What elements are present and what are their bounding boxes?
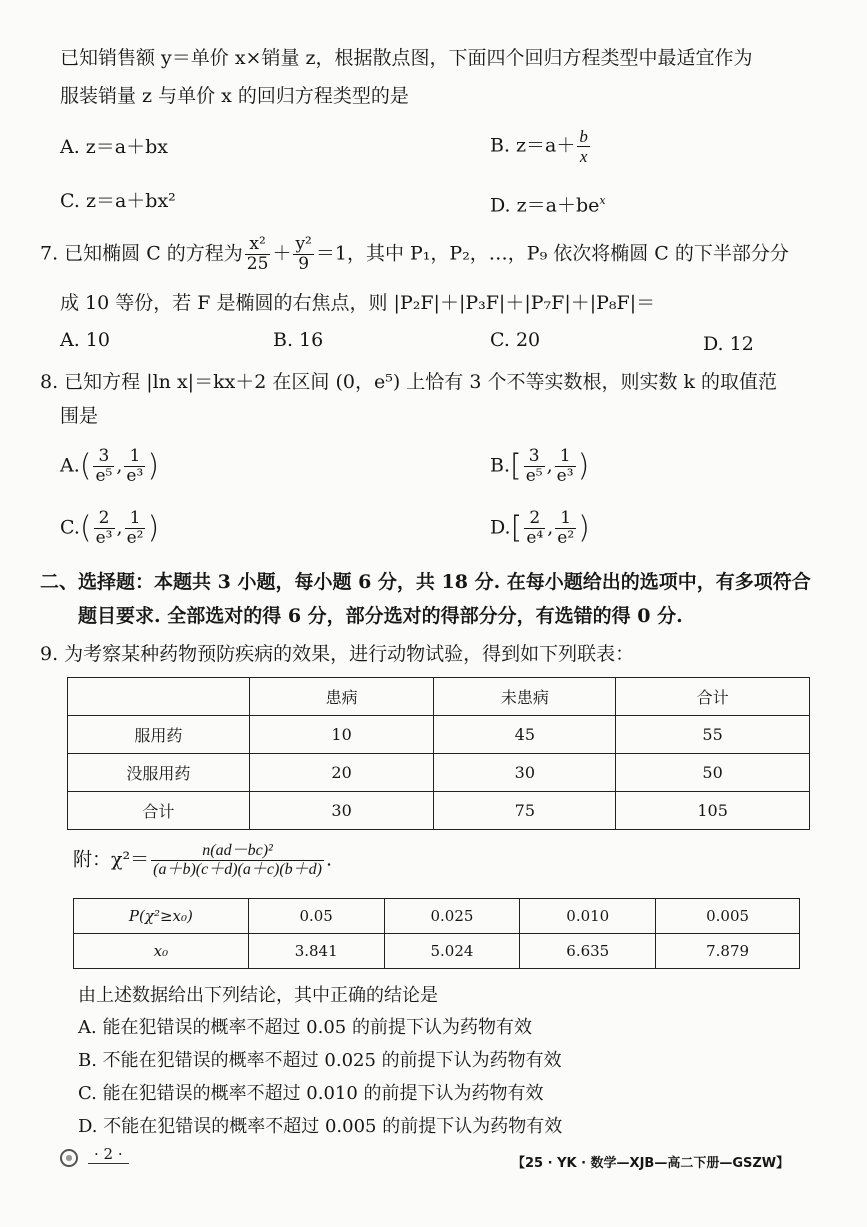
table-cell: 服用药 bbox=[68, 716, 250, 754]
q8-d-d2: e² bbox=[557, 528, 575, 548]
table-cell: 0.010 bbox=[520, 899, 656, 934]
q8-a-label: A. bbox=[60, 454, 80, 477]
q6-b-num: b bbox=[579, 127, 588, 146]
table-cell: 105 bbox=[616, 792, 810, 830]
q8-d-n2: 1 bbox=[555, 510, 576, 529]
q8-d-d1: e⁴ bbox=[526, 528, 544, 548]
q6-option-d: D. $z=a+be^x$ bbox=[490, 194, 606, 217]
table-cell: 7.879 bbox=[656, 934, 800, 969]
table-cell: 45 bbox=[434, 716, 616, 754]
table-cell: 5.024 bbox=[384, 934, 520, 969]
q7-suffix: ＝1，其中 P₁，P₂，…，P₉ 依次将椭圆 C 的下半部分分 bbox=[315, 242, 789, 265]
q9-stem: 9. 为考察某种药物预防疾病的效果，进行动物试验，得到如下列联表： bbox=[40, 643, 635, 665]
exam-code: 【25 · YK · 数学—XJB—高二下册—GSZW】 bbox=[512, 1156, 790, 1171]
q7-f1-den: 25 bbox=[246, 254, 269, 274]
q7-option-c: C. 20 bbox=[490, 329, 541, 351]
table-row bbox=[74, 934, 800, 969]
q9-option-a: A. 能在犯错误的概率不超过 0.05 的前提下认为药物有效 bbox=[78, 1017, 532, 1038]
q7-fraction-x bbox=[245, 236, 271, 273]
table-cell: 0.005 bbox=[656, 899, 800, 934]
table-cell: 30 bbox=[249, 792, 434, 830]
q8-c-label: C. bbox=[60, 516, 80, 539]
q7-option-a: A. 10 bbox=[60, 329, 110, 351]
q8-b-n2: 1 bbox=[555, 448, 576, 467]
formula-num: n(ad－bc)² bbox=[151, 843, 324, 861]
q7-fraction-y bbox=[293, 236, 313, 273]
table-cell: 75 bbox=[434, 792, 616, 830]
q8-c-d2: e² bbox=[126, 528, 144, 548]
q7-option-b: B. 16 bbox=[273, 329, 324, 351]
q7-prefix: 7. 已知椭圆 C 的方程为 bbox=[40, 242, 243, 265]
q6-b-den: x bbox=[579, 147, 588, 166]
formula-prefix: 附：χ²＝ bbox=[73, 848, 150, 871]
q8-a-d1: e⁵ bbox=[95, 466, 113, 486]
table-row bbox=[68, 792, 810, 830]
chi-square-critical-table bbox=[73, 898, 800, 969]
q7-stem-line1 bbox=[40, 236, 789, 273]
q6-stem-line2: 服装销量 z 与单价 x 的回归方程类型的是 bbox=[60, 85, 409, 107]
q6-option-b-fraction bbox=[577, 128, 590, 165]
q8-c-n1: 2 bbox=[94, 510, 115, 529]
formula-den: (a＋b)(c＋d)(a＋c)(b＋d) bbox=[153, 861, 322, 878]
q8-d-label: D. bbox=[490, 516, 511, 539]
q8-b-d1: e⁵ bbox=[525, 466, 543, 486]
q7-stem-line2: 成 10 等份，若 F 是椭圆的右焦点，则 |P₂F|＋|P₃F|＋|P₇F|＋|P₈F|＝ bbox=[60, 292, 656, 314]
formula-fraction bbox=[151, 843, 324, 878]
q8-option-c: C.( $\frac{2}{\text{e³}}$ , $\frac{1}{\text{e²}}$ ) bbox=[60, 508, 160, 548]
q6-option-b-prefix: B. z＝a＋ bbox=[490, 134, 576, 157]
q8-stem-line2: 围是 bbox=[60, 405, 99, 427]
q7-f1-num: x² bbox=[245, 236, 271, 255]
q8-option-b: B.[ $\frac{3}{\text{e⁵}}$ , $\frac{1}{\text{e³}}$ ) bbox=[490, 446, 590, 486]
table-cell: 50 bbox=[616, 754, 810, 792]
q8-c-n2: 1 bbox=[125, 510, 146, 529]
table-cell: 55 bbox=[616, 716, 810, 754]
table-row bbox=[68, 754, 810, 792]
table-header-row bbox=[68, 678, 810, 716]
q9-option-b: B. 不能在犯错误的概率不超过 0.025 的前提下认为药物有效 bbox=[78, 1050, 562, 1071]
table-cell: 20 bbox=[249, 754, 434, 792]
q8-option-d: D.[ $\frac{2}{\text{e⁴}}$ , $\frac{1}{\text{e²}}$ ) bbox=[490, 508, 590, 548]
q8-d-n1: 2 bbox=[524, 510, 545, 529]
page-number: · 2 · bbox=[88, 1145, 129, 1164]
q8-b-n1: 3 bbox=[524, 448, 545, 467]
q7-plus: ＋ bbox=[272, 242, 292, 265]
table-cell: 30 bbox=[434, 754, 616, 792]
q9-conclusion-intro: 由上述数据给出下列结论，其中正确的结论是 bbox=[78, 985, 438, 1006]
table-cell: P(χ²≥x₀) bbox=[74, 899, 249, 934]
q6-option-b bbox=[490, 128, 592, 165]
section2-heading-line1: 二、选择题：本题共 3 小题，每小题 6 分，共 18 分. 在每小题给出的选项中，有多项符合 bbox=[40, 571, 811, 593]
table-cell: 6.635 bbox=[520, 934, 656, 969]
table-header-cell bbox=[68, 678, 250, 716]
q7-f2-num: y² bbox=[295, 234, 312, 254]
q6-stem-line1: 已知销售额 y＝单价 x×销量 z，根据散点图，下面四个回归方程类型中最适宜作为 bbox=[60, 47, 753, 69]
table-header-cell: 未患病 bbox=[434, 678, 616, 716]
contingency-table bbox=[67, 677, 810, 830]
table-cell: x₀ bbox=[74, 934, 249, 969]
table-row bbox=[68, 716, 810, 754]
q8-b-d2: e³ bbox=[556, 466, 574, 486]
table-cell: 0.025 bbox=[384, 899, 520, 934]
formula-suffix: . bbox=[325, 848, 333, 871]
table-row bbox=[74, 899, 800, 934]
q8-b-label: B. bbox=[490, 454, 511, 477]
q8-a-n1: 3 bbox=[93, 448, 114, 467]
table-cell: 合计 bbox=[68, 792, 250, 830]
q6-option-a: A. z＝a＋bx bbox=[60, 136, 169, 158]
q6-option-d-text: D. z＝a＋be bbox=[490, 194, 600, 217]
q8-c-d1: e³ bbox=[95, 528, 113, 548]
q7-option-d: D. 12 bbox=[703, 333, 754, 355]
q9-option-d: D. 不能在犯错误的概率不超过 0.005 的前提下认为药物有效 bbox=[78, 1116, 563, 1137]
q6-option-c: C. z＝a＋bx² bbox=[60, 190, 176, 212]
table-cell: 没服用药 bbox=[68, 754, 250, 792]
section2-heading-line2: 题目要求. 全部选对的得 6 分，部分选对的得部分分，有选错的得 0 分. bbox=[78, 605, 683, 627]
q7-f2-den: 9 bbox=[298, 254, 310, 274]
q8-stem-line1: 8. 已知方程 |ln x|＝kx＋2 在区间 (0，e⁵) 上恰有 3 个不等实数根，则实数 k 的取值范 bbox=[40, 371, 778, 393]
table-cell: 3.841 bbox=[248, 934, 384, 969]
publisher-logo-icon bbox=[60, 1149, 78, 1167]
chi-square-formula bbox=[73, 843, 332, 878]
q8-a-n2: 1 bbox=[124, 448, 145, 467]
table-cell: 0.05 bbox=[248, 899, 384, 934]
q8-a-d2: e³ bbox=[126, 466, 144, 486]
table-cell: 10 bbox=[249, 716, 434, 754]
table-header-cell: 合计 bbox=[616, 678, 810, 716]
q9-option-c: C. 能在犯错误的概率不超过 0.010 的前提下认为药物有效 bbox=[78, 1083, 544, 1104]
q8-option-a: A.( $\frac{3}{\text{e⁵}}$ , $\frac{1}{\text{e³}}$ ) bbox=[60, 446, 160, 486]
table-header-cell: 患病 bbox=[249, 678, 434, 716]
